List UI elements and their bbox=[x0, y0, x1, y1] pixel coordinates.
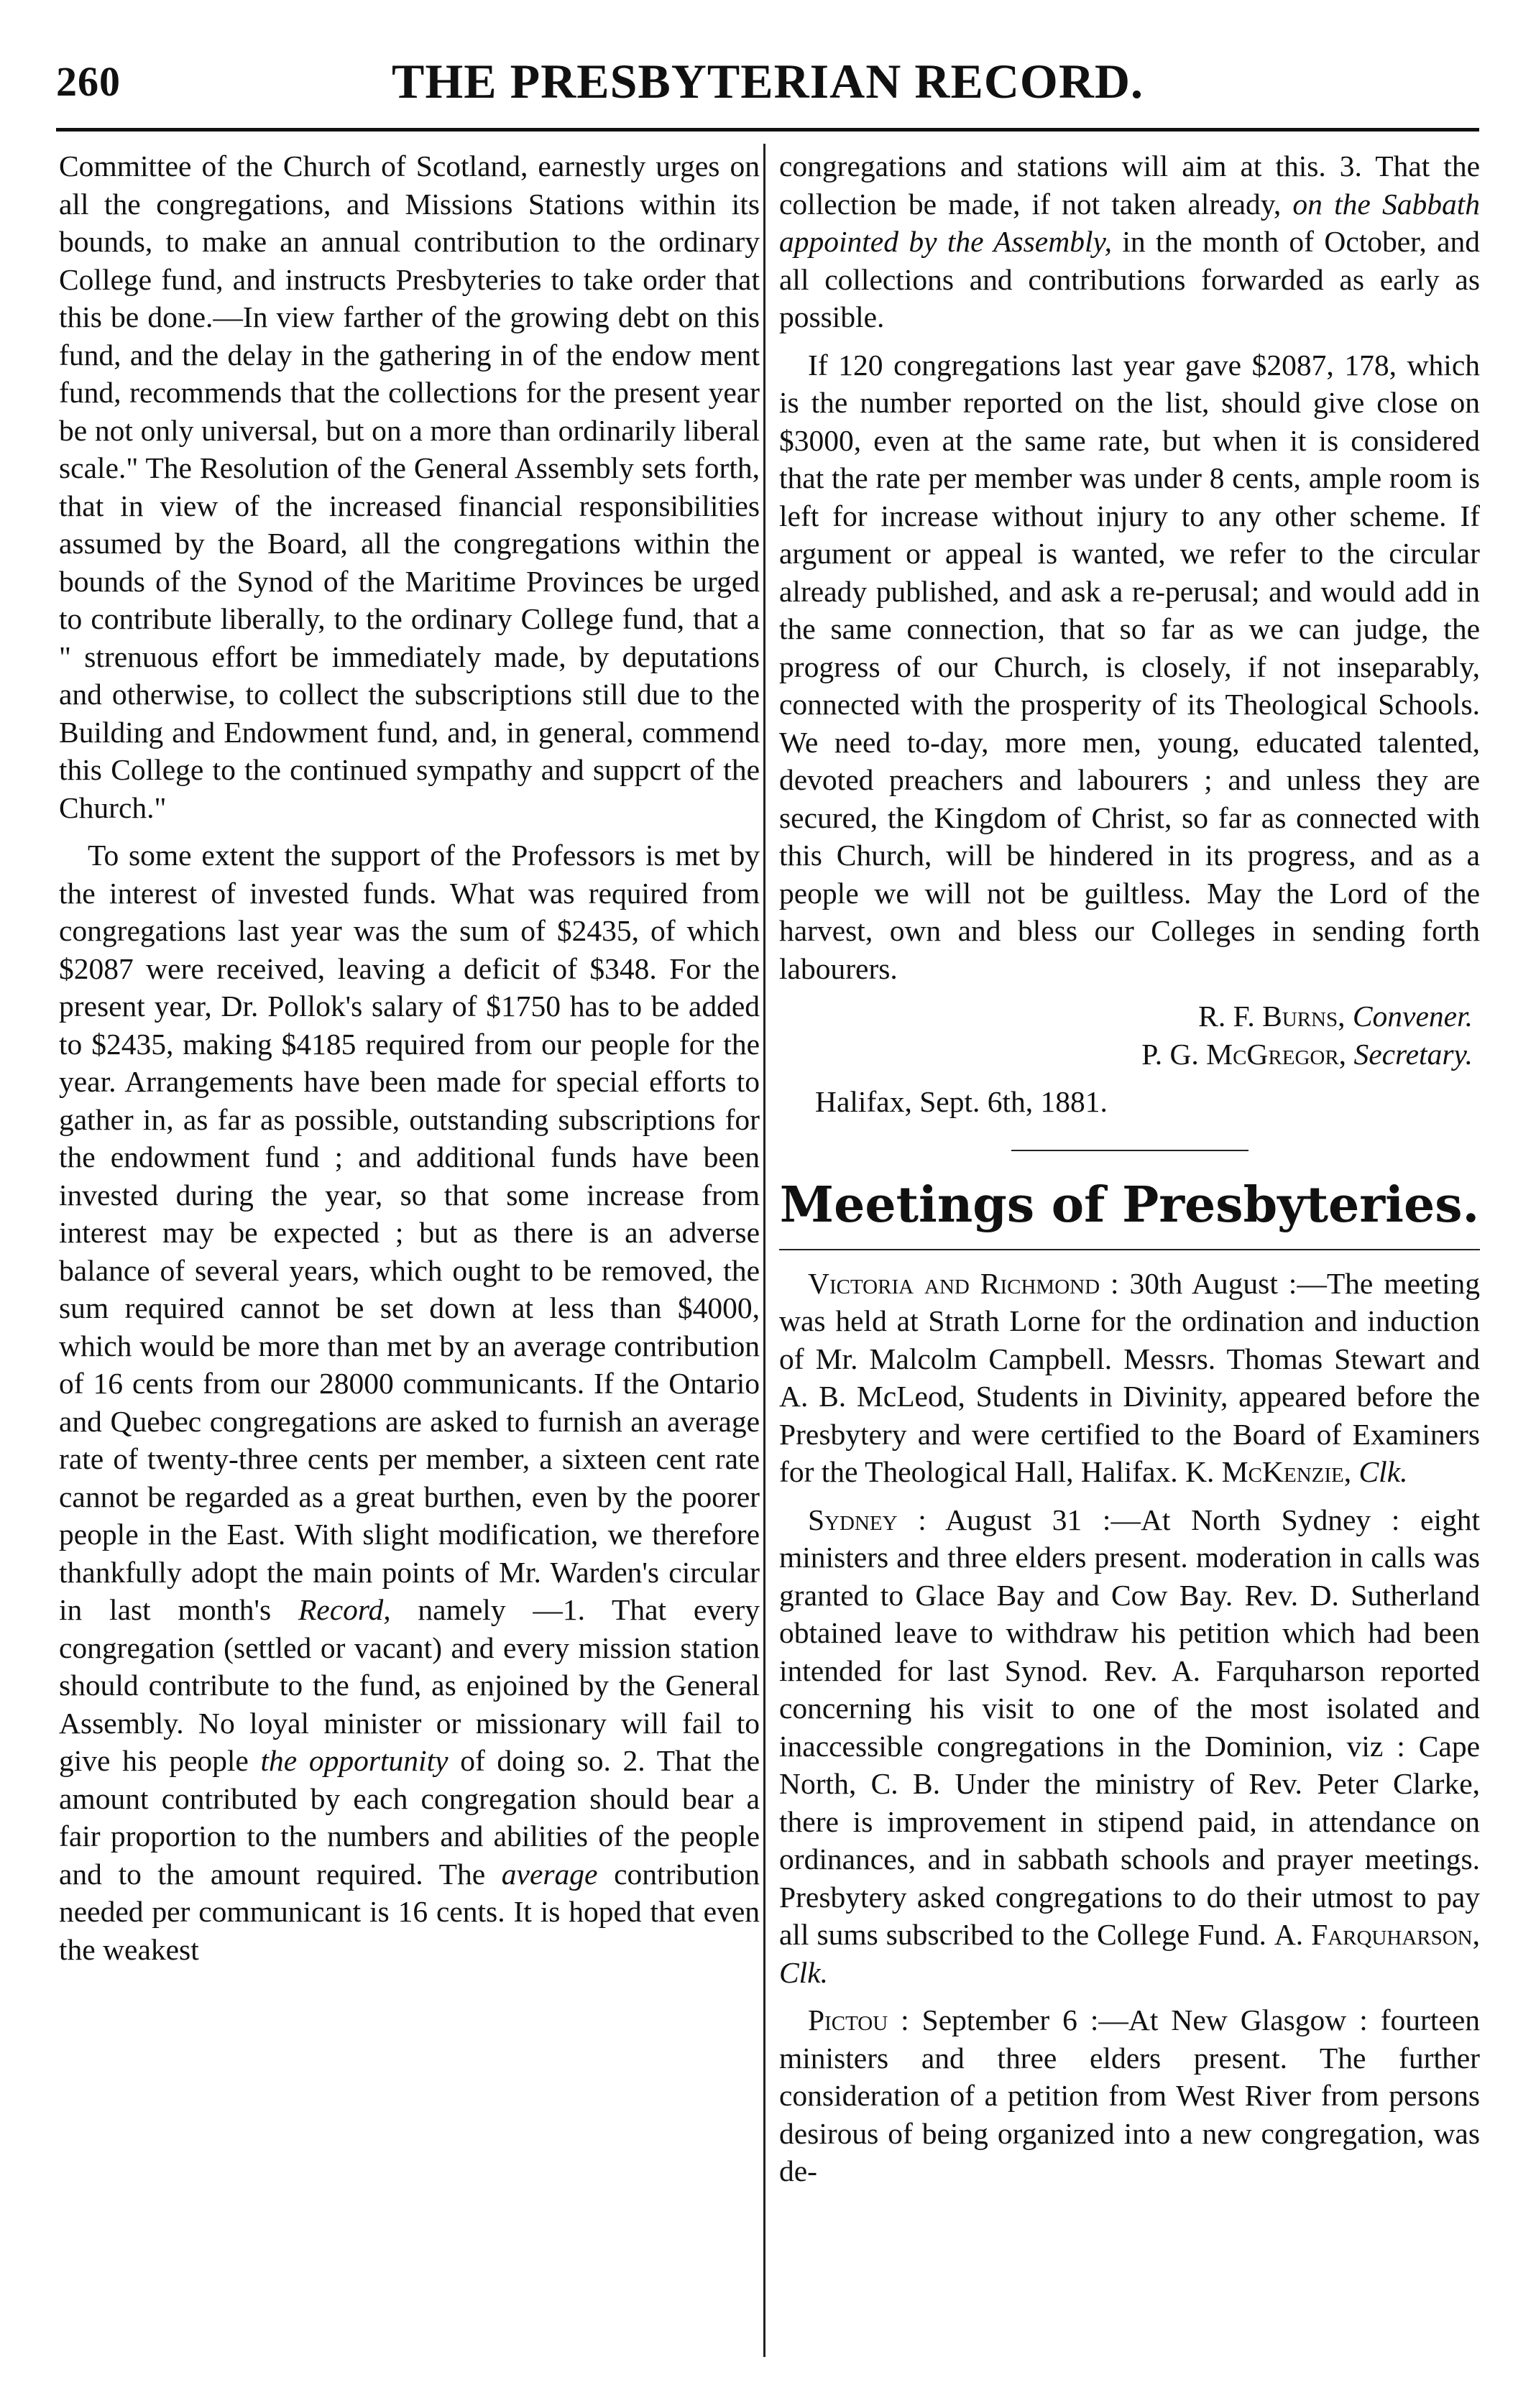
heading-rule bbox=[779, 1249, 1480, 1250]
text-run: To some extent the support of the Professors is met by the interest of invested funds. What was required from congregations last year was the sum of $2435, of which $2087 were received, leaving a deficit of $348. For the present year, Dr. Pollok's salary of $1750 has to be added to $2435, making $4185 required from our people for the year. Arrangements have been made for special efforts to gather in, as far as possible, outstanding subscriptions for the endowment fund ; and additional funds have been invested during the year, so that some increase from interest may be expected ; but as there is an adverse balance of several years, which ought to be removed, the sum required cannot be set down at less than $4000, which would be more than met by an average contribution of 16 cents from our 28000 communicants. If the Ontario and Quebec congregations are asked to furnish an average rate of twenty-three cents per member, a sixteen cent rate cannot be regarded as a great burthen, even by the poorer people in the East. With slight modification, we therefore thankfully adopt the main points of Mr. Warden's circular in last month's bbox=[59, 839, 760, 1626]
italic-record: Record, bbox=[298, 1593, 391, 1626]
journal-title: THE PRESBYTERIAN RECORD. bbox=[391, 54, 1144, 109]
meeting-sydney bbox=[779, 1501, 1480, 1992]
signatory-name: R. F. Burns, bbox=[1198, 1000, 1346, 1033]
left-paragraph-2 bbox=[59, 836, 760, 1968]
text-run: in the month of October, and all collections and contributions forwarded as early as possible. bbox=[779, 225, 1480, 333]
text-run: : 30th August :—The meeting was held at Strath Lorne for the ordination and induction of Mr. Malcolm Campbell. Messrs. Thomas Stewart and A. B. McLeod, Students in Divinity, appeared before the Presbytery and were certified to the Board of Examiners for the Theological Hall, Halifax. bbox=[779, 1266, 1480, 1488]
section-heading: Meetings of Presbyteries. bbox=[779, 1176, 1480, 1234]
text-run: of doing so. 2. That the amount contributed by each congregation should bear a fair proportion to the numbers and abilities of the people and to the amount required. The bbox=[59, 1744, 760, 1891]
meeting-victoria-richmond bbox=[779, 1265, 1480, 1491]
left-paragraph-1: Committee of the Church of Scotland, earnestly urges on all the congregations, and Missions Stations within its bounds, to make an annual contribution to the ordinary College fund, and instructs Presbyteries to take order that this be done.—In view farther of the growing debt on this fund, and the delay in the gathering in of the endow ment fund, recommends that the collections for the present year be not only universal, but on a more than ordinarily liberal scale." The Resolution of the General Assembly sets forth, that in view of the increased financial responsibilities assumed by the Board, all the congregations within the bounds of the Synod of the Maritime Provinces be urged to contribute liberally, to the ordinary College fund, that a " strenuous effort be immediately made, by deputations and otherwise, to collect the subscriptions still due to the Building and Endowment fund, and, in general, commend this College to the continued sympathy and suppcrt of the Church." bbox=[59, 149, 760, 824]
page-header bbox=[56, 45, 1479, 124]
text-run: : August 31 :—At North Sydney : eight ministers and three elders present. moderation in calls was granted to Glace Bay and Cow Bay. Rev. D. Sutherland obtained leave to withdraw his petition which had been intended for last Synod. Rev. A. Farquharson reported concerning his visit to one of the most isolated and inaccessible congregations in the Dominion, viz : Cape North, C. B. Under the ministry of Rev. Peter Clarke, there is improvement in stipend paid, in attendance on ordinances, and in sabbath schools and prayer meetings. Presbytery asked congregations to do their utmost to pay all sums subscribed to the College Fund. bbox=[779, 1503, 1480, 1951]
signature-convener bbox=[779, 997, 1480, 1035]
presbytery-name: Sydney bbox=[808, 1503, 898, 1536]
dateline: Halifax, Sept. 6th, 1881. bbox=[815, 1085, 1108, 1118]
presbytery-name: Victoria and Richmond bbox=[808, 1266, 1100, 1300]
presbytery-name: Pictou bbox=[808, 2003, 888, 2036]
right-column bbox=[779, 147, 1480, 2368]
text-run: congregations and stations will aim at this. 3. That the collection be made, if not taken already, bbox=[779, 149, 1480, 221]
clerk-abbrev: Clk. bbox=[1351, 1455, 1408, 1488]
section-separator bbox=[1011, 1150, 1248, 1151]
text-run: contribution needed per communicant is 16 cents. It is hoped that even the weakest bbox=[59, 1857, 760, 1966]
italic-opportunity: the opportunity bbox=[260, 1744, 449, 1777]
clerk-name: A. Farquharson, bbox=[1274, 1918, 1480, 1951]
clerk-abbrev: Clk. bbox=[779, 1955, 829, 1989]
page-number: 260 bbox=[56, 58, 121, 105]
signatory-role: Convener. bbox=[1352, 1000, 1473, 1033]
column-divider bbox=[763, 144, 765, 2357]
signatory-role: Secretary. bbox=[1353, 1037, 1473, 1071]
text-run: : September 6 :—At New Glasgow : fourteen ministers and three elders present. The further consideration of a petition from West River from persons desirous of being organized into a new congregation, was de- bbox=[779, 2003, 1480, 2187]
header-rule bbox=[56, 128, 1479, 132]
left-column bbox=[59, 147, 760, 2368]
italic-average: average bbox=[501, 1857, 598, 1891]
right-paragraph-1 bbox=[779, 147, 1480, 336]
meeting-pictou bbox=[779, 2001, 1480, 2190]
text-run: namely —1. That every congregation (settled or vacant) and every mission station should contribute to the fund, as enjoined by the General Assembly. No loyal minister or missionary will fail to give his people bbox=[59, 1593, 760, 1777]
italic-sabbath: on the Sabbath appointed by the Assembly, bbox=[779, 187, 1480, 258]
clerk-name: K. McKenzie, bbox=[1185, 1455, 1352, 1488]
signature-secretary bbox=[779, 1035, 1480, 1074]
signatory-name: P. G. McGregor, bbox=[1141, 1037, 1347, 1071]
right-paragraph-2: If 120 congregations last year gave $2087, 178, which is the number reported on the list, should give close on $3000, even at the same rate, but when it is considered that the rate per member was under 8 cents, ample room is left for increase without injury to any other scheme. If argument or appeal is wanted, we refer to the circular already published, and ask a re-perusal; and would add in the same connection, that so far as we can judge, the progress of our Church, is closely, if not inseparably, connected with the prosperity of its Theological Schools. We need to-day, more men, young, educated talented, devoted preachers and labourers ; and unless they are secured, the Kingdom of Christ, so far as connected with this Church, will be hindered in its progress, and as a people we will not be guiltless. May the Lord of the harvest, own and bless our Colleges in sending forth labourers. bbox=[779, 348, 1480, 985]
